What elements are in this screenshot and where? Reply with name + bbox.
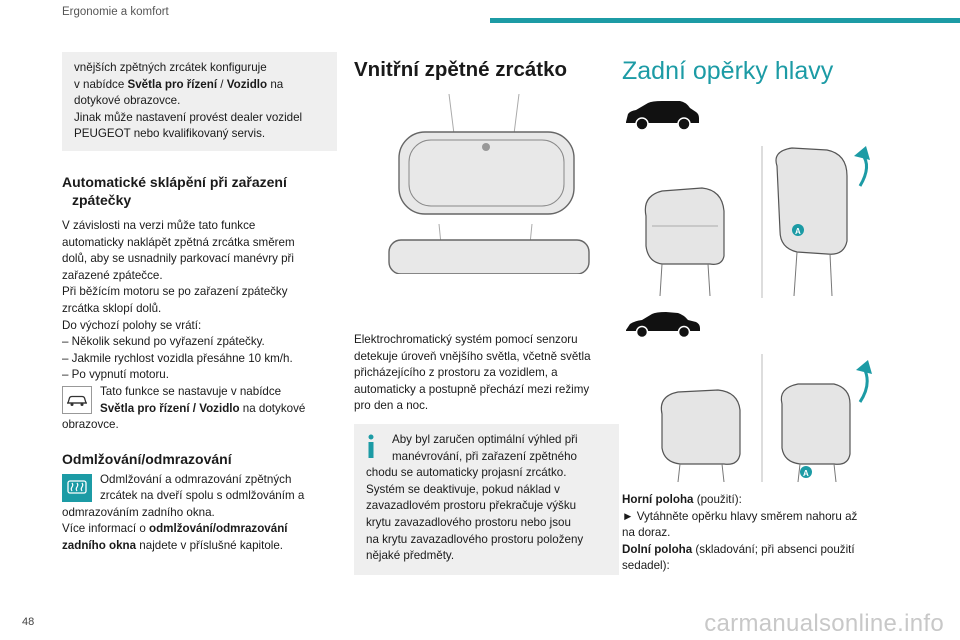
sedan-car-icon	[622, 310, 702, 346]
defrost-hint	[62, 472, 337, 505]
section-title-defrost: Odmlžování/odmrazování	[62, 450, 232, 467]
text-line: na dotykové	[239, 401, 306, 415]
text-line: pro den a noc.	[354, 399, 429, 413]
text-line: zrcátek na dveří spolu s odmlžováním a	[100, 489, 305, 503]
text-line: Elektrochromatický systém pomocí senzoru	[354, 333, 578, 346]
text-line: krytu zavazadlového prostoru nebo jsou	[366, 515, 571, 529]
menu-name: Světla pro řízení	[127, 77, 218, 91]
text-line: zrcátka sklopí dolů.	[62, 301, 162, 315]
text-line: – Několik sekund po vyřazení zpátečky.	[62, 335, 265, 349]
auto-tilt-text	[62, 218, 337, 384]
info-icon	[366, 434, 380, 458]
interior-mirror-text	[354, 332, 619, 415]
column-2	[354, 52, 619, 575]
position-name: Horní poloha	[622, 493, 694, 506]
menu-name: Vozidlo	[226, 77, 268, 91]
text-line: najdete v příslušné kapitole.	[136, 539, 284, 553]
text-line: na krytu zavazadlového prostoru položeny	[366, 532, 584, 546]
note-line: dotykové obrazovce.	[74, 94, 181, 108]
callout-label-a: A	[795, 227, 801, 236]
text-line: Do výchozí polohy se vrátí:	[62, 318, 202, 332]
text-line: detekuje úroveň vnějšího světla, včetně světla	[354, 349, 591, 363]
text-line: přicházejícího z prostoru za vozidlem, a	[354, 366, 558, 380]
text-line: automaticky a postupně přechází mezi režimy	[354, 382, 590, 396]
settings-hint	[62, 384, 337, 417]
cross-reference: odmlžování/odmrazování	[149, 522, 288, 536]
note-line: vnějších zpětných zrcátek konfiguruje	[74, 61, 267, 74]
text-line: Při běžícím motoru se po zařazení zpátečky	[62, 285, 288, 299]
cross-reference: zadního okna	[62, 539, 137, 553]
title-line: Automatické sklápění při zařazení	[62, 173, 287, 190]
note-line: Jinak může nastavení provést dealer vozidel	[74, 110, 303, 124]
text-line: Tato funkce se nastavuje v nabídce	[100, 384, 282, 398]
menu-name: Světla pro řízení / Vozidlo	[100, 401, 240, 415]
note-line: PEUGEOT nebo kvalifikovaný servis.	[74, 127, 266, 141]
column-3	[622, 52, 897, 573]
text-line: (skladování; při absenci použití	[692, 542, 855, 556]
text-line: zavazadlovém prostoru překračuje výšku	[366, 499, 577, 513]
note-line: /	[217, 77, 227, 91]
text-line: manévrování, při zařazení zpětného	[392, 449, 577, 463]
settings-hint-text	[100, 384, 305, 417]
text-line: na doraz.	[622, 526, 671, 540]
text-line: Odmlžování a odmrazování zpětných	[100, 472, 292, 486]
text-line: Více informací o	[62, 522, 149, 536]
callout-label-a: A	[803, 469, 809, 478]
text-line: – Po vypnutí motoru.	[62, 368, 169, 382]
text-line: zařazené zpátečce.	[62, 268, 163, 282]
interior-mirror-illustration	[354, 94, 619, 274]
car-settings-icon	[62, 386, 92, 414]
info-box	[354, 424, 619, 575]
text-line: V závislosti na verzi může tato funkce	[62, 218, 256, 232]
watermark: carmanualsonline.info	[704, 610, 944, 637]
title-line: zpátečky	[72, 191, 132, 208]
text-line: odmrazováním zadního okna.	[62, 505, 215, 519]
headrest-illustration-suv	[622, 146, 897, 298]
note-line: v nabídce	[74, 77, 128, 91]
text-line: Aby byl zaručen optimální výhled při	[392, 432, 578, 446]
note-box	[62, 52, 337, 151]
text-line: nějaké předměty.	[366, 549, 455, 563]
section-title-rear-headrests: Zadní opěrky hlavy	[622, 57, 834, 85]
text-line: obrazovce.	[62, 418, 119, 432]
section-title-interior-mirror: Vnitřní zpětné zrcátko	[354, 58, 568, 81]
text-line: sedadel):	[622, 559, 670, 573]
column-1	[62, 52, 337, 555]
defrost-hint-text	[100, 472, 304, 505]
position-name: Dolní poloha	[622, 542, 693, 556]
headrest-illustration-sedan	[622, 354, 897, 482]
rear-defrost-icon	[62, 474, 92, 502]
header-rule	[490, 18, 960, 23]
running-header: Ergonomie a komfort	[62, 6, 169, 18]
text-line: Systém se deaktivuje, pokud náklad v	[366, 482, 560, 496]
suv-car-icon	[622, 98, 897, 138]
page-number: 48	[22, 616, 35, 628]
note-line: na	[267, 77, 284, 91]
text-line: dolů, aby se usnadnily parkovací manévry při	[62, 252, 294, 266]
text-line: chodu se automaticky projasní zrcátko.	[366, 466, 567, 480]
section-title-auto-tilt	[62, 173, 337, 209]
headrest-text	[622, 492, 897, 575]
step-line: ► Vytáhněte opěrku hlavy směrem nahoru až	[622, 509, 858, 523]
text-line: (použití):	[693, 493, 742, 506]
text-line: – Jakmile rychlost vozidla přesáhne 10 km/h.	[62, 351, 293, 365]
text-line: automaticky naklápět zpětná zrcátka směrem	[62, 235, 295, 249]
